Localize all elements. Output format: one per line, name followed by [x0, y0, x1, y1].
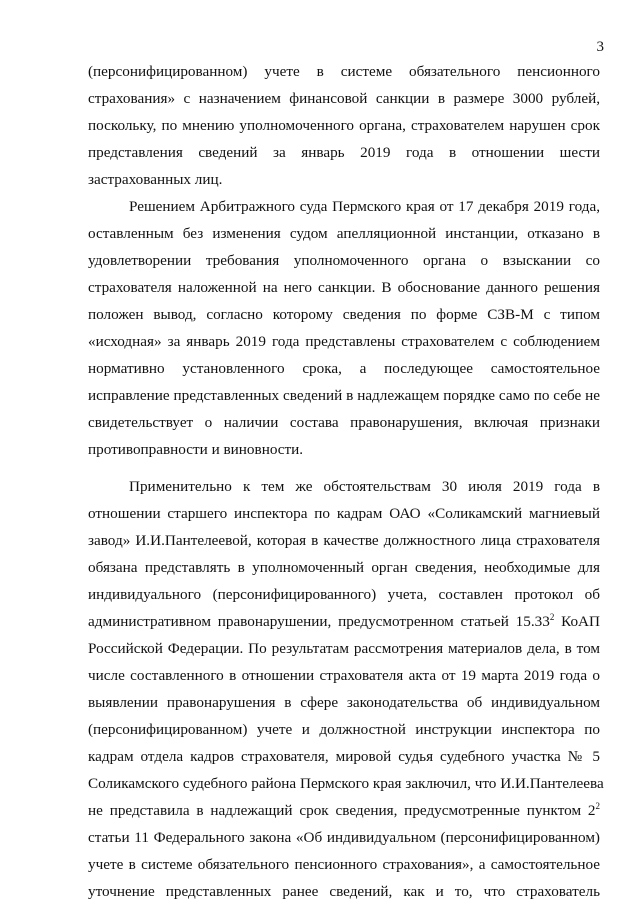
text-line: кадрам отдела кадров страхователя, мировой судья судебного участка № 5: [88, 748, 600, 765]
text-line: [88, 801, 600, 821]
text-line: положен вывод, согласно которому сведения по форме СЗВ-М с типом: [88, 306, 600, 323]
text-line: страхователя наложенной на него санкции. В обоснование данного решения: [88, 279, 600, 296]
text-line: отношении старшего инспектора по кадрам ОАО «Соликамский магниевый: [88, 505, 600, 522]
text-line: Применительно к тем же обстоятельствам 30 июля 2019 года в: [129, 478, 600, 495]
superscript: 2: [595, 800, 600, 811]
text-line: оставленным без изменения судом апелляционной инстанции, отказано в: [88, 225, 600, 242]
text-line: Решением Арбитражного суда Пермского края от 17 декабря 2019 года,: [129, 198, 600, 215]
text-line: Российской Федерации. По результатам рассмотрения материалов дела, в том: [88, 640, 600, 657]
text-line: завод» И.И.Пантелеевой, которая в качестве должностного лица страхователя: [88, 532, 600, 549]
superscript: 2: [549, 611, 555, 622]
text-line: (персонифицированном) учете в системе обязательного пенсионного: [88, 63, 600, 80]
text-line: нормативно установленного срока, а последующее самостоятельное: [88, 360, 600, 377]
text-fragment: административном правонарушении, предусмотренном статьей 15.33: [88, 613, 550, 630]
text-line: свидетельствует о наличии состава правонарушения, включая признаки: [88, 414, 600, 431]
text-line: страхования» с назначением финансовой санкции в размере 3000 рублей,: [88, 90, 600, 107]
text-line: индивидуального (персонифицированного) учета, составлен протокол об: [88, 586, 600, 603]
text-line: статьи 11 Федерального закона «Об индивидуальном (персонифицированном): [88, 829, 600, 846]
text-line: представления сведений за январь 2019 года в отношении шести: [88, 144, 600, 161]
text-line: (персонифицированном) учете и должностной инструкции инспектора по: [88, 721, 600, 738]
text-line: Соликамского судебного района Пермского края заключил, что И.И.Пантелеева: [88, 775, 604, 792]
text-fragment: не представила в надлежащий срок сведения, предусмотренные пунктом 2: [88, 802, 596, 819]
text-line: «исходная» за январь 2019 года представлены страхователем с соблюдением: [88, 333, 600, 350]
text-line: застрахованных лиц.: [88, 171, 223, 188]
text-line: выявлении правонарушения в сфере законодательства об индивидуальном: [88, 694, 600, 711]
text-line: обязана представлять в уполномоченный орган сведения, необходимые для: [88, 559, 600, 576]
text-fragment: КоАП: [561, 613, 600, 630]
text-line: противоправности и виновности.: [88, 441, 304, 458]
page-number: 3: [596, 39, 604, 55]
text-line: [88, 612, 600, 632]
text-line: исправление представленных сведений в надлежащем порядке само по себе не: [88, 387, 600, 404]
text-line: числе составленного в отношении страхователя акта от 19 марта 2019 года о: [88, 667, 600, 684]
text-line: учете в системе обязательного пенсионного страхования», а самостоятельное: [88, 856, 600, 873]
text-line: уточнение представленных ранее сведений, как и то, что страхователь: [88, 883, 600, 900]
text-line: удовлетворении требования уполномоченного органа о взыскании со: [88, 252, 600, 269]
text-line: поскольку, по мнению уполномоченного органа, страхователем нарушен срок: [88, 117, 600, 134]
